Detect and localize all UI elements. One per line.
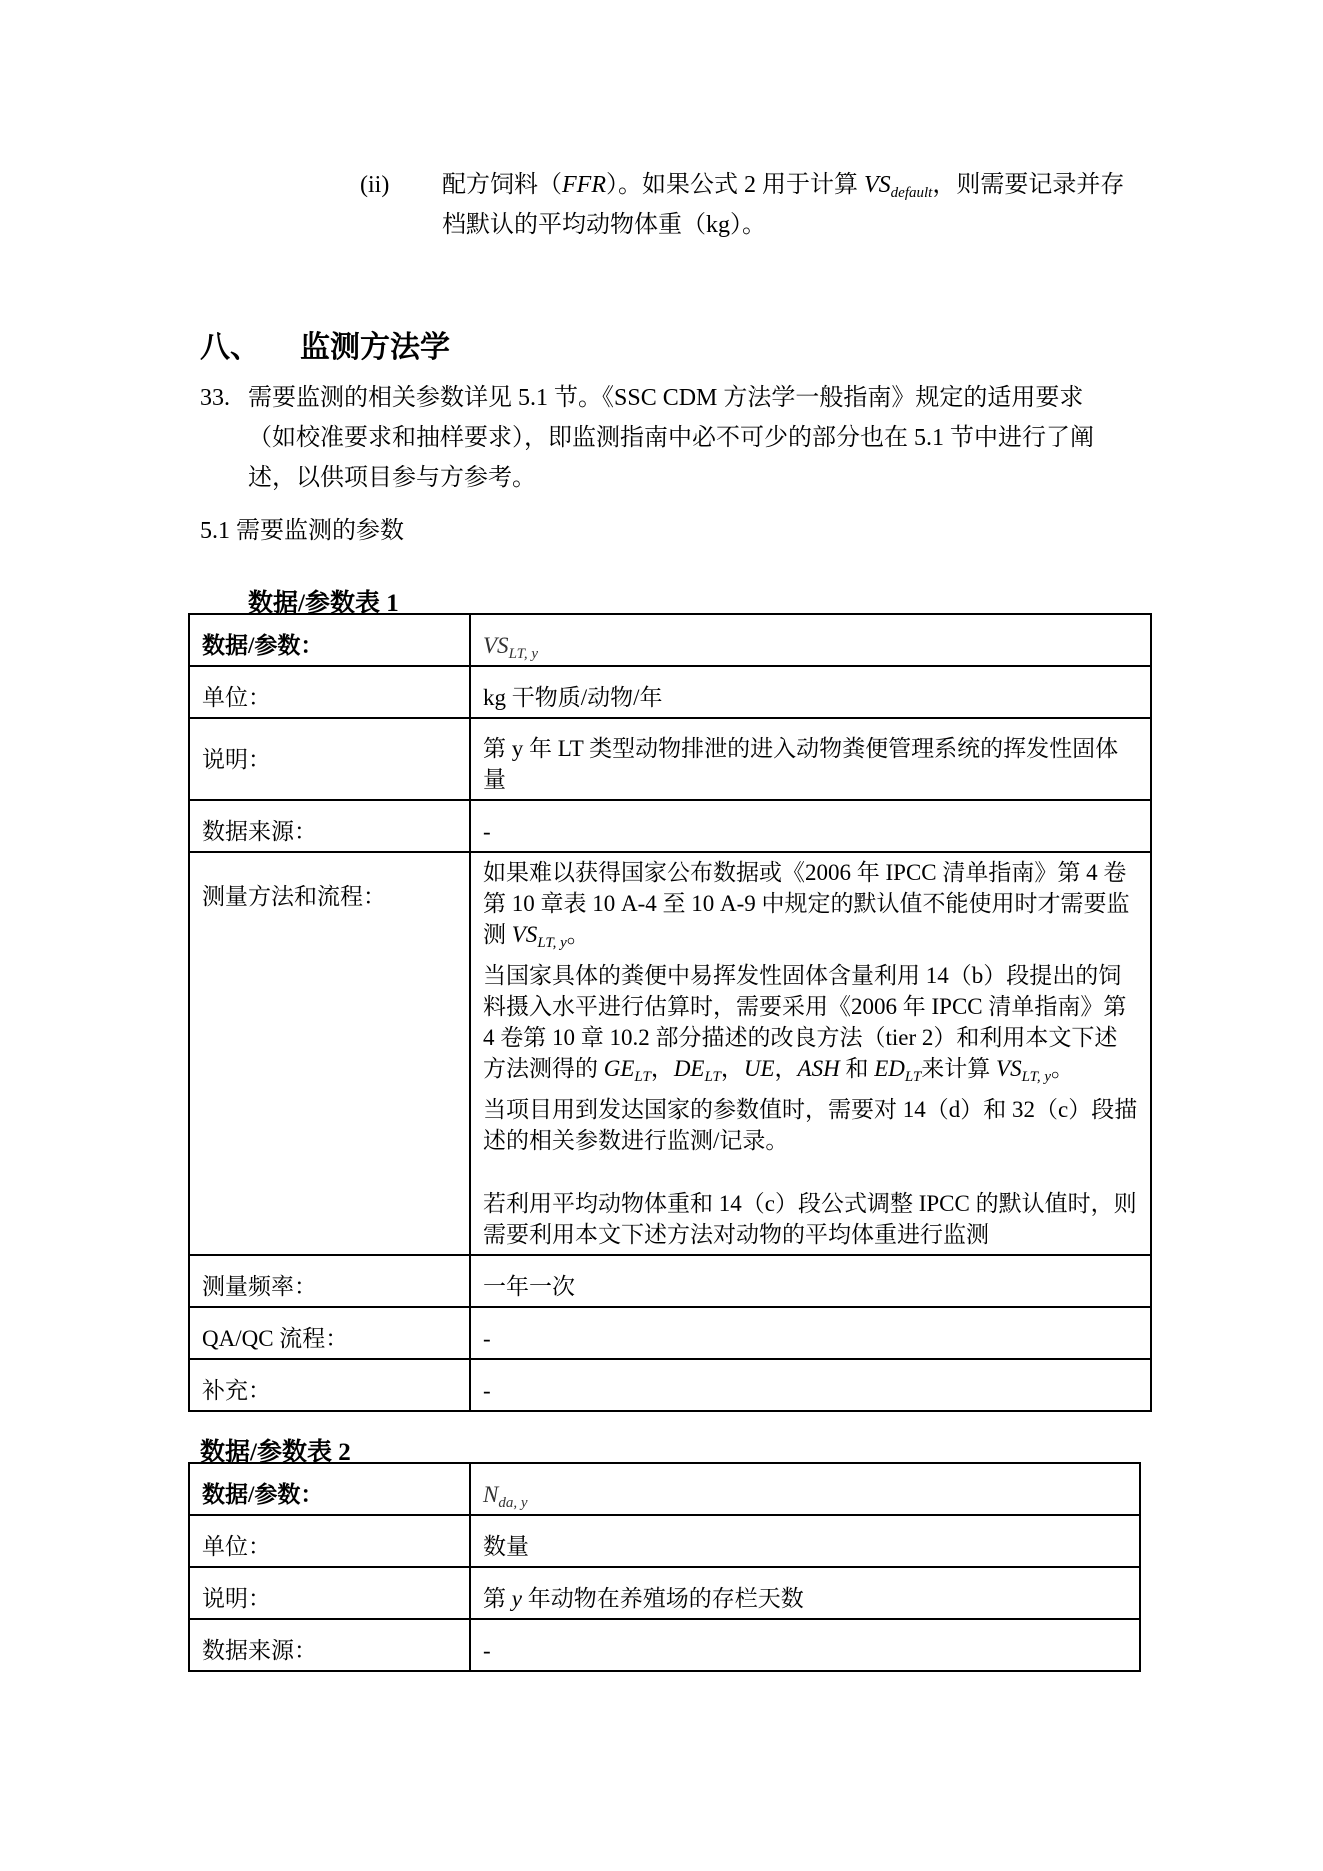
table1: [188, 613, 1152, 1412]
table-row-param: [189, 1463, 1140, 1515]
value-source: -: [470, 1619, 1140, 1671]
text-fragment: ，则需要记录并存档默认的平均动物体重（kg）。: [442, 172, 1125, 238]
method-paragraph-2: [483, 960, 1138, 1084]
value-freq: 一年一次: [470, 1255, 1151, 1307]
label-param: 数据/参数：: [189, 1463, 470, 1515]
method-paragraph-3: 当项目用到发达国家的参数值时，需要对 14（d）和 32（c）段描述的相关参数进行监测/记录。: [483, 1097, 1138, 1153]
paragraph-number: 33.: [200, 385, 230, 411]
var-base: N: [483, 1482, 499, 1507]
list-item-text: [442, 165, 1142, 245]
table2-caption: 数据/参数表 2: [200, 1439, 351, 1466]
value-param: [470, 1463, 1140, 1515]
table-row-source: [189, 1619, 1140, 1671]
label-freq: 测量频率：: [189, 1255, 470, 1307]
table-row-freq: [189, 1255, 1151, 1307]
table-row-extra: [189, 1359, 1151, 1411]
text-fragment: 。: [566, 922, 590, 947]
table1-caption: 数据/参数表 1: [248, 590, 399, 617]
var-base: UE: [743, 1056, 775, 1081]
text-fragment: 第: [483, 1586, 512, 1611]
table-row-unit: [189, 666, 1151, 718]
text-fragment: 年动物在养殖场的存栏天数: [521, 1586, 804, 1611]
value-qaqc: -: [470, 1307, 1151, 1359]
var-base: ED: [874, 1056, 905, 1081]
var-sub: default: [890, 185, 933, 201]
value-source: -: [470, 800, 1151, 852]
method-paragraph-1: [483, 857, 1138, 950]
var-sub: LT: [904, 1069, 922, 1085]
var-base: VS: [996, 1056, 1022, 1081]
subsection-heading: 5.1 需要监测的参数: [200, 518, 404, 544]
var-sub: LT: [704, 1069, 721, 1085]
value-extra: -: [470, 1359, 1151, 1411]
label-source: 数据来源：: [189, 800, 470, 852]
section-number: 八、: [200, 331, 260, 364]
var-sub: da, y: [498, 1495, 528, 1511]
text-fragment: ，: [650, 1056, 674, 1081]
variable-ffr: FFR: [562, 172, 606, 198]
value-method: [470, 852, 1151, 1255]
text-fragment: ）。如果公式 2 用于计算: [605, 172, 864, 198]
table2: [188, 1462, 1141, 1672]
section-heading: [200, 322, 450, 366]
text-fragment: ，: [774, 1056, 798, 1081]
text-fragment: 配方饲料（: [442, 172, 562, 198]
value-param: [470, 614, 1151, 666]
var-sub: LT, y: [1021, 1069, 1052, 1085]
label-extra: 补充：: [189, 1359, 470, 1411]
table-row-desc: [189, 1567, 1140, 1619]
value-desc: [470, 1567, 1140, 1619]
label-qaqc: QA/QC 流程：: [189, 1307, 470, 1359]
label-unit: 单位：: [189, 666, 470, 718]
var-base: GE: [603, 1056, 635, 1081]
text-fragment: ，: [720, 1056, 744, 1081]
table-row-unit: [189, 1515, 1140, 1567]
paragraph-text: 需要监测的相关参数详见 5.1 节。《SSC CDM 方法学一般指南》规定的适用要求（如校准要求和抽样要求），即监测指南中必不可少的部分也在 5.1 节中进行了阐述，以供项目参与方参考。: [248, 385, 1094, 491]
label-unit: 单位：: [189, 1515, 470, 1567]
var-base: VS: [863, 172, 891, 198]
value-desc: 第 y 年 LT 类型动物排泄的进入动物粪便管理系统的挥发性固体量: [470, 718, 1151, 800]
text-fragment: 和: [839, 1056, 875, 1081]
label-desc: 说明：: [189, 718, 470, 800]
var-base: VS: [483, 633, 509, 658]
text-fragment: 来计算: [921, 1056, 997, 1081]
text-fragment: 如果难以获得国家公布数据或《2006 年 IPCC 清单指南》第 4 卷第 10 章表 10 A-4 至 10 A-9 中规定的默认值不能使用时才需要监测: [483, 860, 1130, 947]
table-row-method: [189, 852, 1151, 1255]
label-source: 数据来源：: [189, 1619, 470, 1671]
var-base: DE: [673, 1056, 705, 1081]
label-method: 测量方法和流程：: [189, 852, 470, 1255]
text-fragment: 当国家具体的粪便中易挥发性固体含量利用 14（b）段提出的饲料摄入水平进行估算时，需要采用《2006 年 IPCC 清单指南》第 4 卷第 10 章 10.2 部分描述的改良方法（tier 2）和利用本文下述方法测得的: [483, 963, 1127, 1081]
var-base: y: [511, 1586, 522, 1611]
table-row-source: [189, 800, 1151, 852]
list-item-number: (ii): [360, 172, 390, 198]
label-desc: 说明：: [189, 1567, 470, 1619]
var-sub: LT: [634, 1069, 651, 1085]
section-title: 监测方法学: [300, 331, 450, 364]
var-base: VS: [511, 922, 538, 947]
table-row-desc: [189, 718, 1151, 800]
variable-vs-default: [863, 172, 933, 201]
table-row-qaqc: [189, 1307, 1151, 1359]
var-base: ASH: [797, 1056, 840, 1081]
method-paragraph-4: 若利用平均动物体重和 14（c）段公式调整 IPCC 的默认值时，则需要利用本文下述方法对动物的平均体重进行监测: [483, 1191, 1137, 1247]
table-row-param: [189, 614, 1151, 666]
value-unit: kg 干物质/动物/年: [470, 666, 1151, 718]
label-param: 数据/参数：: [189, 614, 470, 666]
text-fragment: 。: [1051, 1056, 1075, 1081]
var-sub: LT, y: [537, 935, 567, 951]
var-sub: LT, y: [508, 646, 538, 662]
value-unit: 数量: [470, 1515, 1140, 1567]
